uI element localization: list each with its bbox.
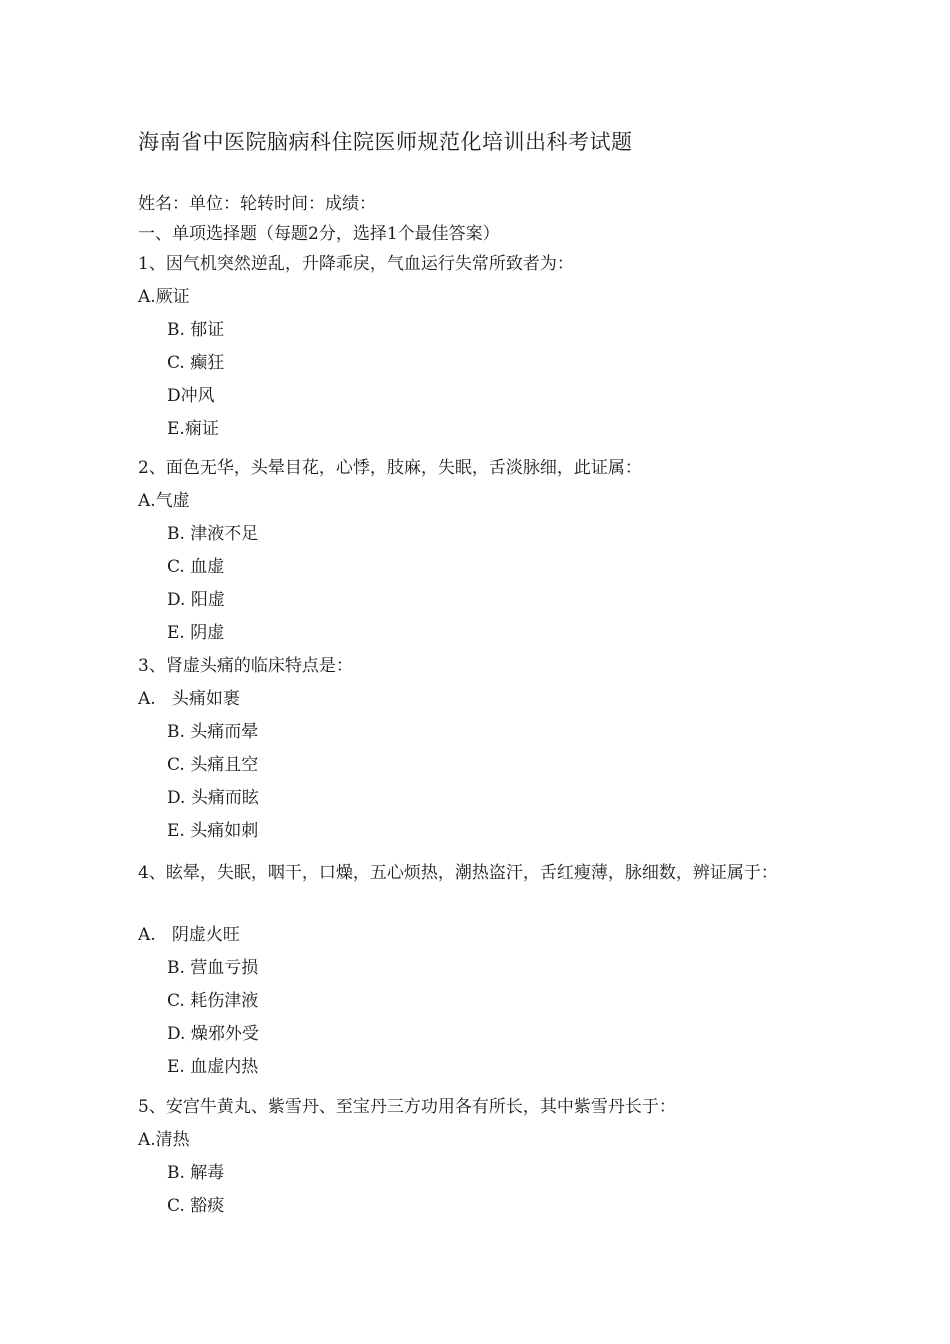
question-stem: 2、面色无华，头晕目花，心悸，肢麻，失眠，舌淡脉细，此证属：	[138, 458, 642, 478]
document-title: 海南省中医院脑病科住院医师规范化培训出科考试题	[138, 130, 633, 154]
option-e: E.痫证	[167, 419, 219, 439]
option-b: B. 郁证	[167, 320, 225, 340]
option-c: C. 耗伤津液	[167, 991, 259, 1011]
option-a: A. 头痛如裹	[138, 689, 240, 709]
option-c: C. 癫狂	[167, 353, 225, 373]
option-b: B. 津液不足	[167, 524, 259, 544]
option-b: B. 头痛而晕	[167, 722, 259, 742]
question-stem: 3、肾虚头痛的临床特点是：	[138, 656, 353, 676]
option-d: D. 头痛而眩	[167, 788, 259, 808]
option-a: A.气虚	[138, 491, 190, 511]
option-e: E. 血虚内热	[167, 1057, 259, 1077]
option-c: C. 血虚	[167, 557, 225, 577]
option-d: D. 阳虚	[167, 590, 225, 610]
option-c: C. 豁痰	[167, 1196, 225, 1216]
question-stem: 5、安宫牛黄丸、紫雪丹、至宝丹三方功用各有所长，其中紫雪丹长于：	[138, 1097, 676, 1117]
option-b: B. 营血亏损	[167, 958, 259, 978]
question-stem: 1、因气机突然逆乱，升降乖戾，气血运行失常所致者为：	[138, 254, 574, 274]
section-heading: 一、单项选择题（每题2分，选择1个最佳答案）	[138, 224, 500, 244]
question-stem: 4、眩晕，失眠，咽干，口燥，五心烦热，潮热盗汗，舌红瘦薄，脉细数，辨证属于：	[138, 863, 778, 883]
option-b: B. 解毒	[167, 1163, 225, 1183]
info-line: 姓名：单位：轮转时间：成绩：	[138, 194, 376, 214]
option-e: E. 头痛如刺	[167, 821, 259, 841]
option-d: D冲风	[167, 386, 215, 406]
option-a: A.厥证	[138, 287, 190, 307]
option-c: C. 头痛且空	[167, 755, 259, 775]
option-a: A.清热	[138, 1130, 190, 1150]
option-d: D. 燥邪外受	[167, 1024, 259, 1044]
option-a: A. 阴虚火旺	[138, 925, 240, 945]
option-e: E. 阴虚	[167, 623, 225, 643]
